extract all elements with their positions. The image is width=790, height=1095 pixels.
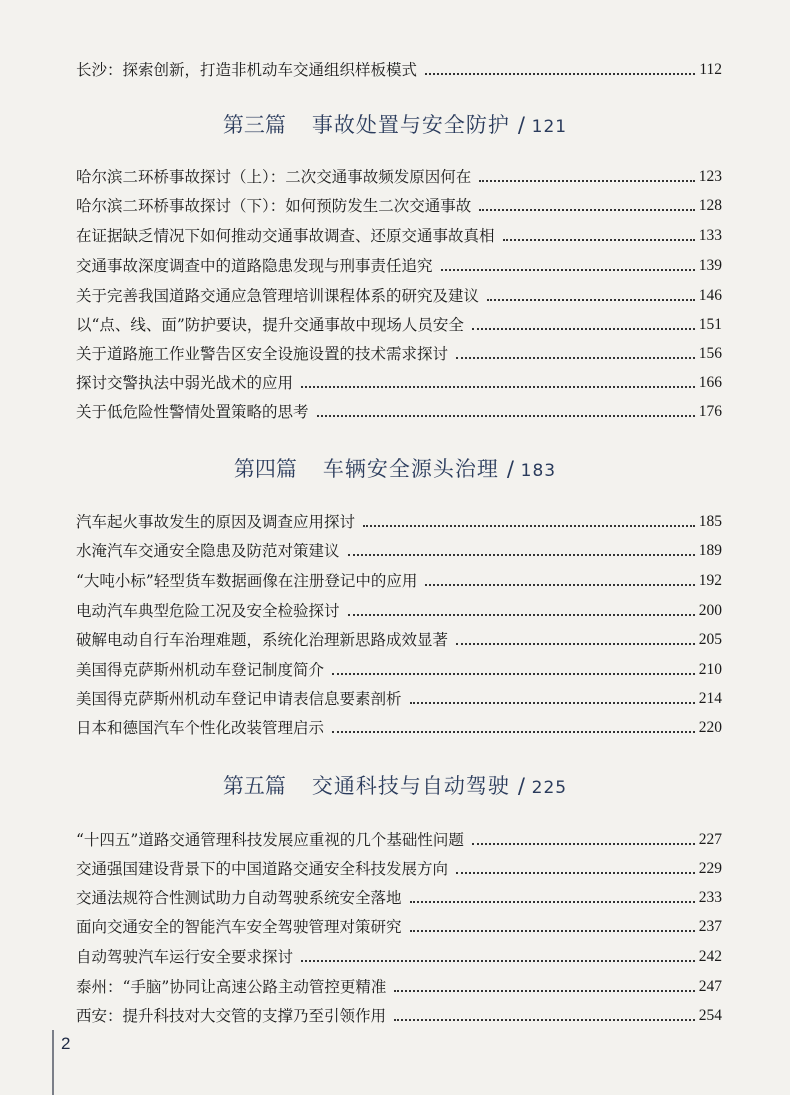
section-heading bbox=[0, 771, 790, 803]
toc-entry-title: 以“点、线、面”防护要诀，提升交通事故中现场人员安全 bbox=[76, 316, 464, 334]
toc-entry-title: 破解电动自行车治理难题，系统化治理新思路成效显著 bbox=[76, 631, 449, 649]
toc-entry bbox=[76, 714, 722, 738]
toc-entry bbox=[76, 685, 722, 709]
dot-leader bbox=[456, 643, 695, 645]
section-page: 183 bbox=[520, 461, 557, 481]
toc-entry bbox=[76, 626, 722, 650]
dot-leader bbox=[332, 731, 695, 733]
toc-entry-title: 汽车起火事故发生的原因及调查应用探讨 bbox=[76, 513, 356, 531]
toc-entry-page: 205 bbox=[698, 631, 722, 648]
toc-entry-title: 关于道路施工作业警告区安全设施设置的技术需求探讨 bbox=[76, 345, 449, 363]
toc-entry-page: 133 bbox=[698, 227, 722, 244]
toc-entry-page: 123 bbox=[698, 168, 722, 185]
toc-entry-page: 220 bbox=[698, 719, 722, 736]
toc-entry-page: 112 bbox=[699, 61, 722, 78]
toc-entry bbox=[76, 340, 722, 364]
toc-entry-page: 229 bbox=[698, 860, 722, 877]
toc-entry bbox=[76, 252, 722, 276]
toc-entry bbox=[76, 1002, 722, 1026]
section-heading bbox=[0, 110, 790, 142]
toc-entry bbox=[76, 56, 722, 80]
dot-leader bbox=[410, 930, 695, 932]
toc-entry-title: 哈尔滨二环桥事故探讨（下）：如何预防发生二次交通事故 bbox=[76, 197, 472, 215]
dot-leader bbox=[410, 901, 695, 903]
dot-leader bbox=[487, 299, 695, 301]
toc-entry-title: 电动汽车典型危险工况及安全检验探讨 bbox=[76, 602, 340, 620]
section-part: 第三篇 bbox=[222, 113, 286, 137]
toc-entry-title: 日本和德国汽车个性化改装管理启示 bbox=[76, 719, 325, 737]
toc-entry-title: 交通事故深度调查中的道路隐患发现与刑事责任追究 bbox=[76, 257, 433, 275]
dot-leader bbox=[441, 269, 695, 271]
section-part: 第四篇 bbox=[233, 457, 297, 481]
dot-leader bbox=[425, 584, 694, 586]
toc-entry-page: 151 bbox=[698, 316, 722, 333]
toc-entry-title: “大吨小标”轻型货车数据画像在注册登记中的应用 bbox=[76, 572, 418, 590]
toc-entry-title: 交通法规符合性测试助力自动驾驶系统安全落地 bbox=[76, 889, 402, 907]
toc-entry-page: 210 bbox=[698, 661, 722, 678]
toc-entry bbox=[76, 508, 722, 532]
dot-leader bbox=[348, 614, 695, 616]
toc-entry bbox=[76, 567, 722, 591]
dot-leader bbox=[456, 357, 695, 359]
toc-entry-page: 156 bbox=[698, 345, 722, 362]
toc-entry bbox=[76, 282, 722, 306]
section-name: 事故处置与安全防护 bbox=[311, 113, 510, 137]
toc-entry bbox=[76, 943, 722, 967]
dot-leader bbox=[394, 1019, 695, 1021]
toc-entry-page: 192 bbox=[698, 572, 722, 589]
section-slash: / bbox=[506, 457, 514, 481]
toc-entry-title: 西安：提升科技对大交管的支撑乃至引领作用 bbox=[76, 1007, 387, 1025]
toc-entry-title: 面向交通安全的智能汽车安全驾驶管理对策研究 bbox=[76, 918, 402, 936]
toc-entry bbox=[76, 369, 722, 393]
toc-entry-page: 214 bbox=[698, 690, 722, 707]
dot-leader bbox=[479, 209, 694, 211]
dot-leader bbox=[301, 960, 695, 962]
toc-entry-title: “十四五”道路交通管理科技发展应重视的几个基础性问题 bbox=[76, 831, 464, 849]
section-heading bbox=[0, 454, 790, 486]
toc-entry-title: 自动驾驶汽车运行安全要求探讨 bbox=[76, 948, 294, 966]
section-page: 225 bbox=[531, 778, 568, 798]
toc-entry-page: 242 bbox=[698, 948, 722, 965]
toc-entry-page: 254 bbox=[698, 1007, 722, 1024]
toc-entry-page: 176 bbox=[698, 403, 722, 420]
toc-entry-title: 哈尔滨二环桥事故探讨（上）：二次交通事故频发原因何在 bbox=[76, 168, 472, 186]
toc-entry-page: 200 bbox=[698, 602, 722, 619]
toc-entry-page: 227 bbox=[698, 831, 722, 848]
toc-entry bbox=[76, 222, 722, 246]
dot-leader bbox=[410, 702, 695, 704]
toc-entry-title: 长沙：探索创新，打造非机动车交通组织样板模式 bbox=[76, 61, 418, 79]
toc-entry-page: 128 bbox=[698, 197, 722, 214]
toc-entry-page: 146 bbox=[698, 287, 722, 304]
dot-leader bbox=[503, 239, 695, 241]
toc-entry-title: 美国得克萨斯州机动车登记制度简介 bbox=[76, 661, 325, 679]
section-slash: / bbox=[517, 113, 525, 137]
toc-entry-page: 185 bbox=[698, 513, 722, 530]
toc-entry-page: 247 bbox=[698, 978, 722, 995]
toc-entry-page: 166 bbox=[698, 374, 722, 391]
toc-entry-title: 探讨交警执法中弱光战术的应用 bbox=[76, 374, 294, 392]
section-slash: / bbox=[517, 774, 525, 798]
toc-entry bbox=[76, 855, 722, 879]
toc-entry-title: 水淹汽车交通安全隐患及防范对策建议 bbox=[76, 542, 340, 560]
toc-entry bbox=[76, 597, 722, 621]
toc-entry-title: 关于完善我国道路交通应急管理培训课程体系的研究及建议 bbox=[76, 287, 480, 305]
toc-entry bbox=[76, 884, 722, 908]
dot-leader bbox=[348, 554, 695, 556]
toc-entry-title: 交通强国建设背景下的中国道路交通安全科技发展方向 bbox=[76, 860, 449, 878]
toc-entry-page: 189 bbox=[698, 542, 722, 559]
toc-entry bbox=[76, 826, 722, 850]
toc-entry-title: 美国得克萨斯州机动车登记申请表信息要素剖析 bbox=[76, 690, 402, 708]
toc-entry-page: 139 bbox=[698, 257, 722, 274]
toc-entry bbox=[76, 311, 722, 335]
dot-leader bbox=[472, 328, 695, 330]
toc-entry-page: 237 bbox=[698, 918, 722, 935]
dot-leader bbox=[363, 525, 695, 527]
section-name: 交通科技与自动驾驶 bbox=[311, 774, 510, 798]
dot-leader bbox=[394, 990, 694, 992]
dot-leader bbox=[456, 872, 695, 874]
section-page: 121 bbox=[531, 117, 568, 137]
toc-entry bbox=[76, 913, 722, 937]
toc-entry bbox=[76, 398, 722, 422]
toc-entry-page: 233 bbox=[698, 889, 722, 906]
dot-leader bbox=[479, 180, 694, 182]
toc-entry-title: 在证据缺乏情况下如何推动交通事故调查、还原交通事故真相 bbox=[76, 227, 495, 245]
dot-leader bbox=[317, 415, 695, 417]
toc-entry bbox=[76, 192, 722, 216]
toc-entry bbox=[76, 537, 722, 561]
toc-entry-title: 泰州：“手脑”协同让高速公路主动管控更精准 bbox=[76, 978, 387, 996]
toc-entry bbox=[76, 656, 722, 680]
dot-leader bbox=[425, 73, 695, 75]
dot-leader bbox=[332, 673, 695, 675]
toc-entry-title: 关于低危险性警情处置策略的思考 bbox=[76, 403, 309, 421]
section-part: 第五篇 bbox=[222, 774, 286, 798]
toc-entry bbox=[76, 163, 722, 187]
footer-rule bbox=[52, 1030, 54, 1095]
footer-page-number: 2 bbox=[61, 1034, 71, 1053]
toc-entry bbox=[76, 973, 722, 997]
section-name: 车辆安全源头治理 bbox=[322, 457, 499, 481]
dot-leader bbox=[301, 386, 695, 388]
dot-leader bbox=[472, 843, 695, 845]
